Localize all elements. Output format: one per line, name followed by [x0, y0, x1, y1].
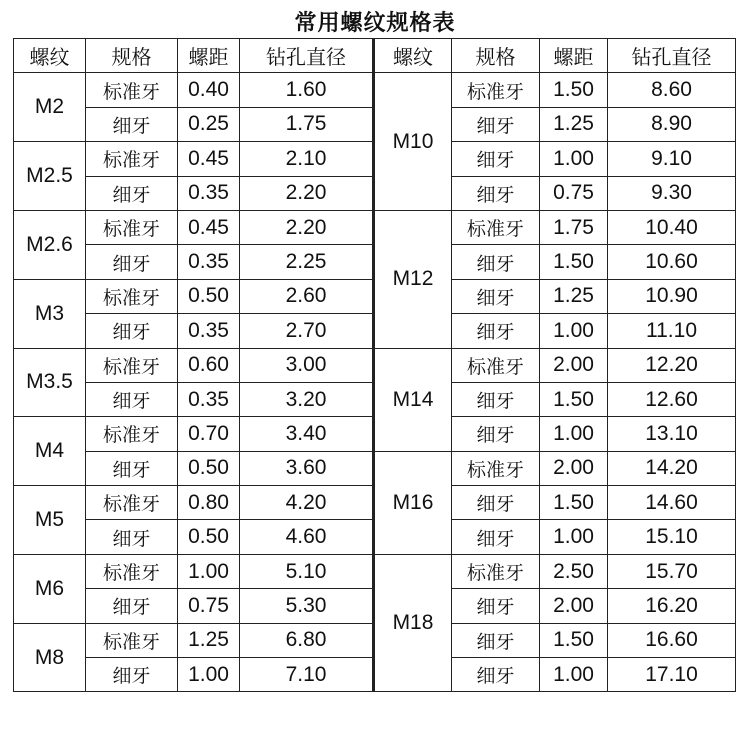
spec-type-cell: 细牙 — [452, 623, 540, 657]
thread-size-cell: M2.5 — [14, 142, 86, 211]
thread-size-cell: M4 — [14, 417, 86, 486]
pitch-cell: 0.25 — [178, 107, 240, 141]
thread-size-cell: M5 — [14, 486, 86, 555]
pitch-cell: 1.00 — [540, 142, 608, 176]
thread-size-cell: M14 — [374, 348, 452, 451]
spec-type-cell: 标准牙 — [452, 451, 540, 485]
table-row — [14, 554, 736, 588]
drill-diameter-cell: 13.10 — [608, 417, 736, 451]
pitch-cell: 0.50 — [178, 451, 240, 485]
drill-diameter-cell: 6.80 — [240, 623, 374, 657]
drill-diameter-cell: 9.10 — [608, 142, 736, 176]
pitch-cell: 0.40 — [178, 73, 240, 107]
thread-size-cell: M16 — [374, 451, 452, 554]
thread-size-cell: M10 — [374, 73, 452, 211]
drill-diameter-cell: 3.00 — [240, 348, 374, 382]
pitch-cell: 1.00 — [540, 417, 608, 451]
pitch-cell: 2.50 — [540, 554, 608, 588]
spec-type-cell: 细牙 — [452, 417, 540, 451]
drill-diameter-cell: 8.90 — [608, 107, 736, 141]
header-right-3: 钻孔直径 — [608, 39, 736, 73]
spec-type-cell: 细牙 — [86, 245, 178, 279]
spec-type-cell: 细牙 — [86, 589, 178, 623]
drill-diameter-cell: 2.60 — [240, 279, 374, 313]
spec-type-cell: 细牙 — [452, 142, 540, 176]
pitch-cell: 1.50 — [540, 73, 608, 107]
drill-diameter-cell: 14.20 — [608, 451, 736, 485]
spec-type-cell: 标准牙 — [86, 279, 178, 313]
header-right-2: 螺距 — [540, 39, 608, 73]
pitch-cell: 1.50 — [540, 486, 608, 520]
pitch-cell: 0.35 — [178, 382, 240, 416]
header-left-1: 规格 — [86, 39, 178, 73]
spec-type-cell: 标准牙 — [452, 554, 540, 588]
pitch-cell: 0.45 — [178, 210, 240, 244]
drill-diameter-cell: 3.40 — [240, 417, 374, 451]
pitch-cell: 0.70 — [178, 417, 240, 451]
spec-type-cell: 细牙 — [452, 279, 540, 313]
drill-diameter-cell: 3.20 — [240, 382, 374, 416]
spec-type-cell: 标准牙 — [86, 486, 178, 520]
thread-size-cell: M18 — [374, 554, 452, 692]
spec-type-cell: 细牙 — [86, 520, 178, 554]
spec-type-cell: 细牙 — [452, 107, 540, 141]
pitch-cell: 0.35 — [178, 245, 240, 279]
spec-type-cell: 标准牙 — [86, 210, 178, 244]
drill-diameter-cell: 2.10 — [240, 142, 374, 176]
pitch-cell: 0.35 — [178, 176, 240, 210]
spec-type-cell: 标准牙 — [452, 210, 540, 244]
drill-diameter-cell: 10.40 — [608, 210, 736, 244]
pitch-cell: 1.50 — [540, 623, 608, 657]
drill-diameter-cell: 2.20 — [240, 210, 374, 244]
pitch-cell: 1.00 — [540, 520, 608, 554]
drill-diameter-cell: 7.10 — [240, 658, 374, 692]
drill-diameter-cell: 8.60 — [608, 73, 736, 107]
spec-type-cell: 细牙 — [86, 658, 178, 692]
drill-diameter-cell: 10.90 — [608, 279, 736, 313]
thread-size-cell: M6 — [14, 554, 86, 623]
pitch-cell: 0.75 — [178, 589, 240, 623]
header-right-0: 螺纹 — [374, 39, 452, 73]
spec-type-cell: 标准牙 — [86, 417, 178, 451]
pitch-cell: 1.00 — [540, 658, 608, 692]
table-row — [14, 348, 736, 382]
pitch-cell: 1.50 — [540, 382, 608, 416]
spec-type-cell: 细牙 — [452, 314, 540, 348]
thread-size-cell: M3 — [14, 279, 86, 348]
pitch-cell: 2.00 — [540, 348, 608, 382]
drill-diameter-cell: 11.10 — [608, 314, 736, 348]
pitch-cell: 1.25 — [540, 279, 608, 313]
pitch-cell: 2.00 — [540, 451, 608, 485]
drill-diameter-cell: 2.25 — [240, 245, 374, 279]
pitch-cell: 1.25 — [540, 107, 608, 141]
thread-size-cell: M12 — [374, 210, 452, 348]
drill-diameter-cell: 5.30 — [240, 589, 374, 623]
drill-diameter-cell: 1.60 — [240, 73, 374, 107]
pitch-cell: 0.50 — [178, 279, 240, 313]
thread-spec-table — [13, 38, 736, 692]
thread-size-cell: M2 — [14, 73, 86, 142]
drill-diameter-cell: 4.20 — [240, 486, 374, 520]
drill-diameter-cell: 1.75 — [240, 107, 374, 141]
pitch-cell: 0.50 — [178, 520, 240, 554]
page-title: 常用螺纹规格表 — [294, 11, 456, 36]
spec-type-cell: 细牙 — [452, 658, 540, 692]
header-left-3: 钻孔直径 — [240, 39, 374, 73]
spec-type-cell: 细牙 — [452, 176, 540, 210]
spec-type-cell: 细牙 — [452, 245, 540, 279]
spec-type-cell: 细牙 — [86, 382, 178, 416]
drill-diameter-cell: 3.60 — [240, 451, 374, 485]
drill-diameter-cell: 15.10 — [608, 520, 736, 554]
spec-type-cell: 标准牙 — [86, 142, 178, 176]
drill-diameter-cell: 4.60 — [240, 520, 374, 554]
table-row — [14, 73, 736, 107]
pitch-cell: 1.50 — [540, 245, 608, 279]
thread-size-cell: M3.5 — [14, 348, 86, 417]
spec-type-cell: 细牙 — [86, 176, 178, 210]
drill-diameter-cell: 5.10 — [240, 554, 374, 588]
pitch-cell: 1.00 — [540, 314, 608, 348]
spec-type-cell: 细牙 — [452, 486, 540, 520]
pitch-cell: 1.25 — [178, 623, 240, 657]
pitch-cell: 0.60 — [178, 348, 240, 382]
header-left-2: 螺距 — [178, 39, 240, 73]
spec-type-cell: 细牙 — [86, 107, 178, 141]
thread-size-cell: M2.6 — [14, 210, 86, 279]
pitch-cell: 1.00 — [178, 658, 240, 692]
drill-diameter-cell: 15.70 — [608, 554, 736, 588]
spec-type-cell: 细牙 — [86, 451, 178, 485]
drill-diameter-cell: 2.20 — [240, 176, 374, 210]
drill-diameter-cell: 16.20 — [608, 589, 736, 623]
spec-type-cell: 标准牙 — [452, 348, 540, 382]
header-right-1: 规格 — [452, 39, 540, 73]
drill-diameter-cell: 2.70 — [240, 314, 374, 348]
pitch-cell: 0.45 — [178, 142, 240, 176]
pitch-cell: 0.35 — [178, 314, 240, 348]
table-row — [14, 210, 736, 244]
spec-type-cell: 细牙 — [452, 382, 540, 416]
drill-diameter-cell: 16.60 — [608, 623, 736, 657]
spec-type-cell: 标准牙 — [86, 348, 178, 382]
drill-diameter-cell: 10.60 — [608, 245, 736, 279]
spec-type-cell: 标准牙 — [86, 554, 178, 588]
spec-type-cell: 细牙 — [452, 589, 540, 623]
spec-type-cell: 细牙 — [86, 314, 178, 348]
spec-type-cell: 标准牙 — [86, 73, 178, 107]
pitch-cell: 2.00 — [540, 589, 608, 623]
header-left-0: 螺纹 — [14, 39, 86, 73]
table-row — [14, 451, 736, 485]
header-row — [14, 39, 736, 73]
pitch-cell: 1.00 — [178, 554, 240, 588]
drill-diameter-cell: 12.60 — [608, 382, 736, 416]
pitch-cell: 1.75 — [540, 210, 608, 244]
spec-type-cell: 细牙 — [452, 520, 540, 554]
pitch-cell: 0.80 — [178, 486, 240, 520]
drill-diameter-cell: 17.10 — [608, 658, 736, 692]
drill-diameter-cell: 14.60 — [608, 486, 736, 520]
drill-diameter-cell: 12.20 — [608, 348, 736, 382]
drill-diameter-cell: 9.30 — [608, 176, 736, 210]
spec-type-cell: 标准牙 — [86, 623, 178, 657]
pitch-cell: 0.75 — [540, 176, 608, 210]
thread-size-cell: M8 — [14, 623, 86, 692]
spec-type-cell: 标准牙 — [452, 73, 540, 107]
